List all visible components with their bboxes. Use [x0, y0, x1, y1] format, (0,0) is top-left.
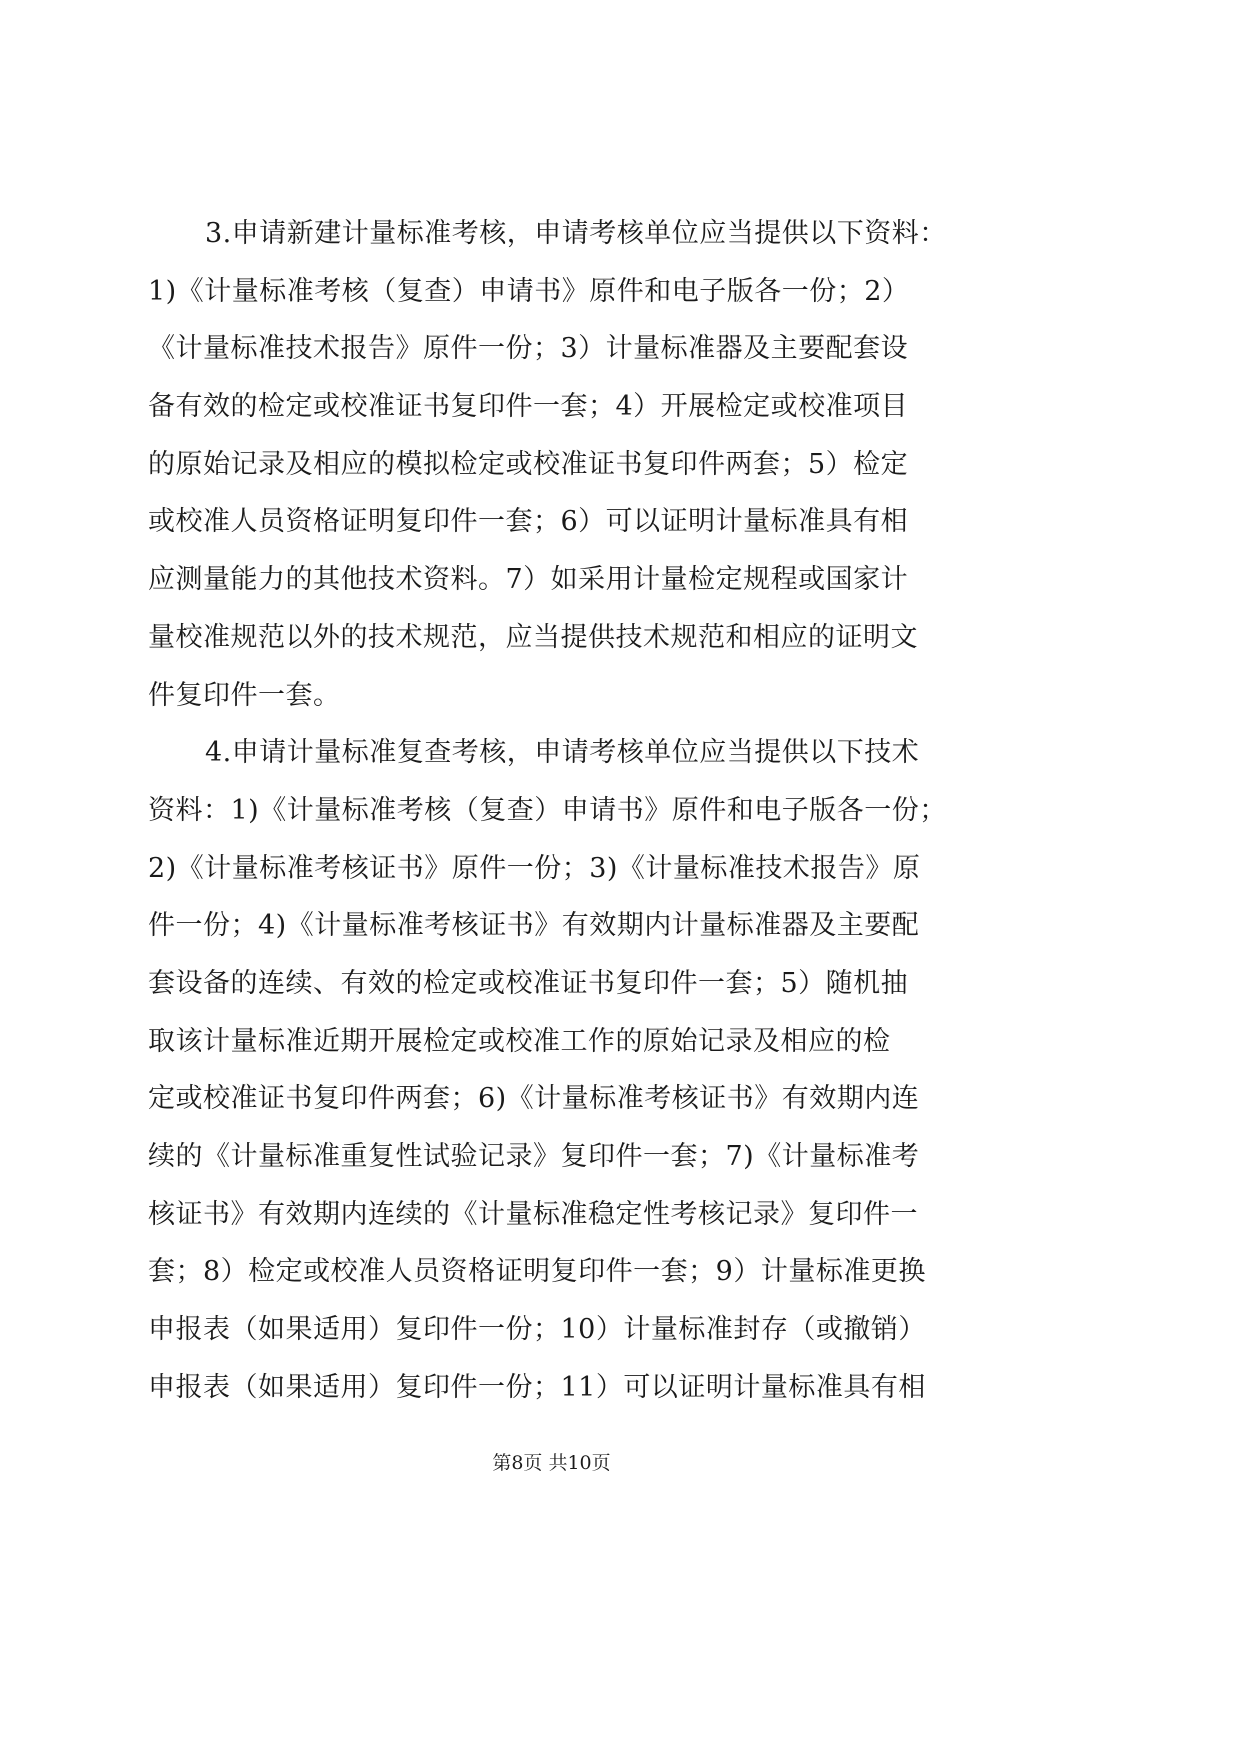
paragraph-4-line-3: 2)《计量标准考核证书》原件一份；3)《计量标准技术报告》原 — [148, 852, 921, 884]
page-number-footer: 第8页 共10页 — [492, 1452, 611, 1474]
paragraph-3-line-7: 应测量能力的其他技术资料。7）如采用计量检定规程或国家计 — [148, 564, 909, 596]
paragraph-4-line-1: 4.申请计量标准复查考核，申请考核单位应当提供以下技术 — [205, 737, 920, 769]
paragraph-3-line-8: 量校准规范以外的技术规范，应当提供技术规范和相应的证明文 — [148, 621, 918, 653]
paragraph-3-line-1: 3.申请新建计量标准考核，申请考核单位应当提供以下资料： — [205, 218, 947, 249]
paragraph-4-line-9: 核证书》有效期内连续的《计量标准稳定性考核记录》复印件一 — [148, 1198, 918, 1230]
paragraph-4-line-7: 定或校准证书复印件两套；6)《计量标准考核证书》有效期内连 — [148, 1083, 920, 1115]
paragraph-4-line-6: 取该计量标准近期开展检定或校准工作的原始记录及相应的检 — [148, 1025, 891, 1057]
paragraph-4-line-11: 申报表（如果适用）复印件一份；10）计量标准封存（或撤销） — [148, 1314, 926, 1346]
paragraph-3-line-6: 或校准人员资格证明复印件一套；6）可以证明计量标准具有相 — [148, 506, 909, 538]
paragraph-4-line-8: 续的《计量标准重复性试验记录》复印件一套；7)《计量标准考 — [148, 1141, 920, 1172]
paragraph-3-line-3: 《计量标准技术报告》原件一份；3）计量标准器及主要配套设 — [148, 333, 909, 365]
paragraph-4-line-2: 资料：1)《计量标准考核（复查）申请书》原件和电子版各一份； — [148, 794, 947, 826]
paragraph-3-line-9: 件复印件一套。 — [148, 679, 341, 711]
paragraph-4-line-12: 申报表（如果适用）复印件一份；11）可以证明计量标准具有相 — [148, 1371, 926, 1403]
paragraph-4-line-4: 件一份；4)《计量标准考核证书》有效期内计量标准器及主要配 — [148, 910, 920, 942]
paragraph-4-line-5: 套设备的连续、有效的检定或校准证书复印件一套；5）随机抽 — [148, 967, 909, 999]
paragraph-4-line-10: 套；8）检定或校准人员资格证明复印件一套；9）计量标准更换 — [148, 1256, 926, 1288]
paragraph-3-line-2: 1)《计量标准考核（复查）申请书》原件和电子版各一份；2） — [148, 275, 910, 307]
paragraph-3-line-4: 备有效的检定或校准证书复印件一套；4）开展检定或校准项目 — [148, 391, 909, 423]
paragraph-3-line-5: 的原始记录及相应的模拟检定或校准证书复印件两套；5）检定 — [148, 448, 909, 480]
document-body — [148, 205, 978, 1416]
